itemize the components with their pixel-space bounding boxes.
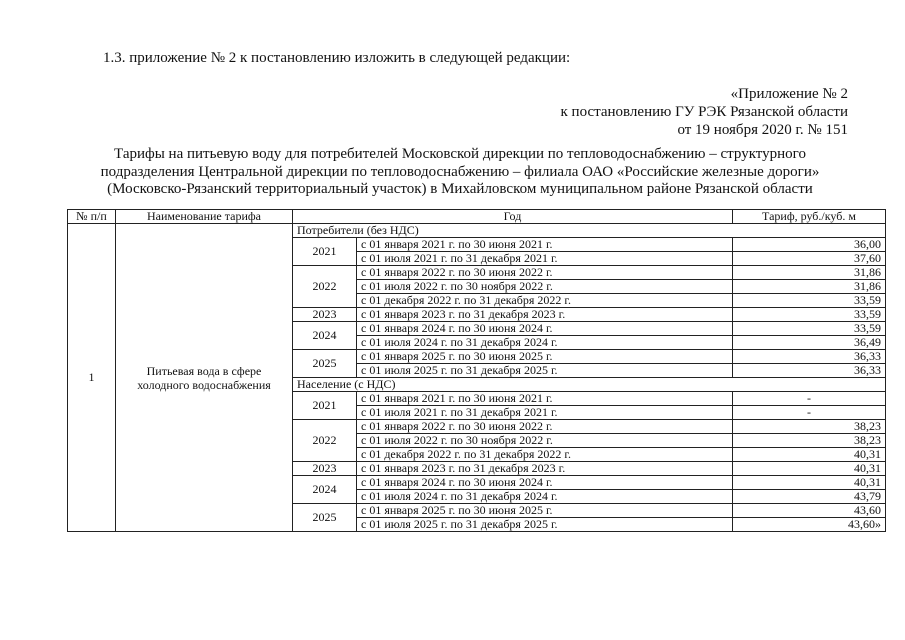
header-tariff: Тариф, руб./куб. м: [733, 210, 886, 224]
group-label: Потребители (без НДС): [293, 224, 886, 238]
period-cell: с 01 июля 2021 г. по 31 декабря 2021 г.: [357, 406, 733, 420]
tariff-value: 33,59: [733, 308, 886, 322]
tariff-value: 38,23: [733, 420, 886, 434]
tariff-value: 37,60: [733, 252, 886, 266]
title-line-3: (Московско-Рязанский территориальный участок) в Михайловском муниципальном районе Рязанской области: [107, 181, 813, 197]
header-year: Год: [293, 210, 733, 224]
period-cell: с 01 января 2021 г. по 30 июня 2021 г.: [357, 238, 733, 252]
title-line-2: подразделения Центральной дирекции по тепловодоснабжению – филиала ОАО «Российские железные дороги»: [100, 163, 820, 180]
period-cell: с 01 июля 2024 г. по 31 декабря 2024 г.: [357, 490, 733, 504]
period-cell: с 01 января 2025 г. по 30 июня 2025 г.: [357, 504, 733, 518]
row-number: 1: [68, 224, 116, 532]
document-title: [60, 146, 860, 199]
year-cell: 2021: [293, 392, 357, 420]
tariff-value: -: [733, 406, 886, 420]
period-cell: с 01 января 2022 г. по 30 июня 2022 г.: [357, 266, 733, 280]
period-cell: с 01 января 2023 г. по 31 декабря 2023 г.: [357, 462, 733, 476]
period-cell: с 01 декабря 2022 г. по 31 декабря 2022 г.: [357, 294, 733, 308]
tariff-value: 33,59: [733, 322, 886, 336]
period-cell: с 01 июля 2025 г. по 31 декабря 2025 г.: [357, 364, 733, 378]
tariff-value: 36,33: [733, 364, 886, 378]
period-cell: с 01 января 2021 г. по 30 июня 2021 г.: [357, 392, 733, 406]
tariff-value: 40,31: [733, 462, 886, 476]
tariff-value: 31,86: [733, 280, 886, 294]
annex-header: [561, 85, 848, 139]
year-cell: 2024: [293, 476, 357, 504]
period-cell: с 01 июля 2022 г. по 30 ноября 2022 г.: [357, 434, 733, 448]
table-header-row: [68, 210, 886, 224]
tariff-value: 36,33: [733, 350, 886, 364]
year-cell: 2023: [293, 308, 357, 322]
tariff-value: 31,86: [733, 266, 886, 280]
tariff-value: 43,60: [733, 504, 886, 518]
annex-line-1: «Приложение № 2: [730, 86, 848, 102]
tariff-value: 43,60»: [733, 518, 886, 532]
period-cell: с 01 января 2023 г. по 31 декабря 2023 г.: [357, 308, 733, 322]
period-cell: с 01 июля 2022 г. по 30 ноября 2022 г.: [357, 280, 733, 294]
year-cell: 2022: [293, 420, 357, 462]
year-cell: 2022: [293, 266, 357, 308]
tariff-value: 38,23: [733, 434, 886, 448]
header-name: Наименование тарифа: [116, 210, 293, 224]
intro-paragraph: 1.3. приложение № 2 к постановлению изложить в следующей редакции:: [103, 50, 571, 66]
year-cell: 2021: [293, 238, 357, 266]
tariff-value: 40,31: [733, 476, 886, 490]
group-label: Население (с НДС): [293, 378, 886, 392]
period-cell: с 01 июля 2024 г. по 31 декабря 2024 г.: [357, 336, 733, 350]
year-cell: 2025: [293, 504, 357, 532]
annex-line-3: от 19 ноября 2020 г. № 151: [677, 122, 848, 138]
period-cell: с 01 июля 2025 г. по 31 декабря 2025 г.: [357, 518, 733, 532]
tariff-value: 43,79: [733, 490, 886, 504]
tariff-value: 33,59: [733, 294, 886, 308]
tariff-name: Питьевая вода в сфере холодного водоснабжения: [116, 224, 293, 532]
tariff-value: 36,00: [733, 238, 886, 252]
year-cell: 2023: [293, 462, 357, 476]
annex-line-2: к постановлению ГУ РЭК Рязанской области: [560, 104, 848, 120]
period-cell: с 01 декабря 2022 г. по 31 декабря 2022 г.: [357, 448, 733, 462]
period-cell: с 01 января 2022 г. по 30 июня 2022 г.: [357, 420, 733, 434]
tariff-table: [67, 209, 886, 532]
period-cell: с 01 января 2024 г. по 30 июня 2024 г.: [357, 322, 733, 336]
year-cell: 2024: [293, 322, 357, 350]
tariff-value: -: [733, 392, 886, 406]
group-row: [68, 224, 886, 238]
tariff-value: 36,49: [733, 336, 886, 350]
period-cell: с 01 января 2025 г. по 30 июня 2025 г.: [357, 350, 733, 364]
period-cell: с 01 января 2024 г. по 30 июня 2024 г.: [357, 476, 733, 490]
period-cell: с 01 июля 2021 г. по 31 декабря 2021 г.: [357, 252, 733, 266]
title-line-1: Тарифы на питьевую воду для потребителей Московской дирекции по тепловодоснабжению – структурного: [114, 146, 806, 162]
header-num: № п/п: [68, 210, 116, 224]
table-body: [68, 224, 886, 532]
year-cell: 2025: [293, 350, 357, 378]
tariff-value: 40,31: [733, 448, 886, 462]
